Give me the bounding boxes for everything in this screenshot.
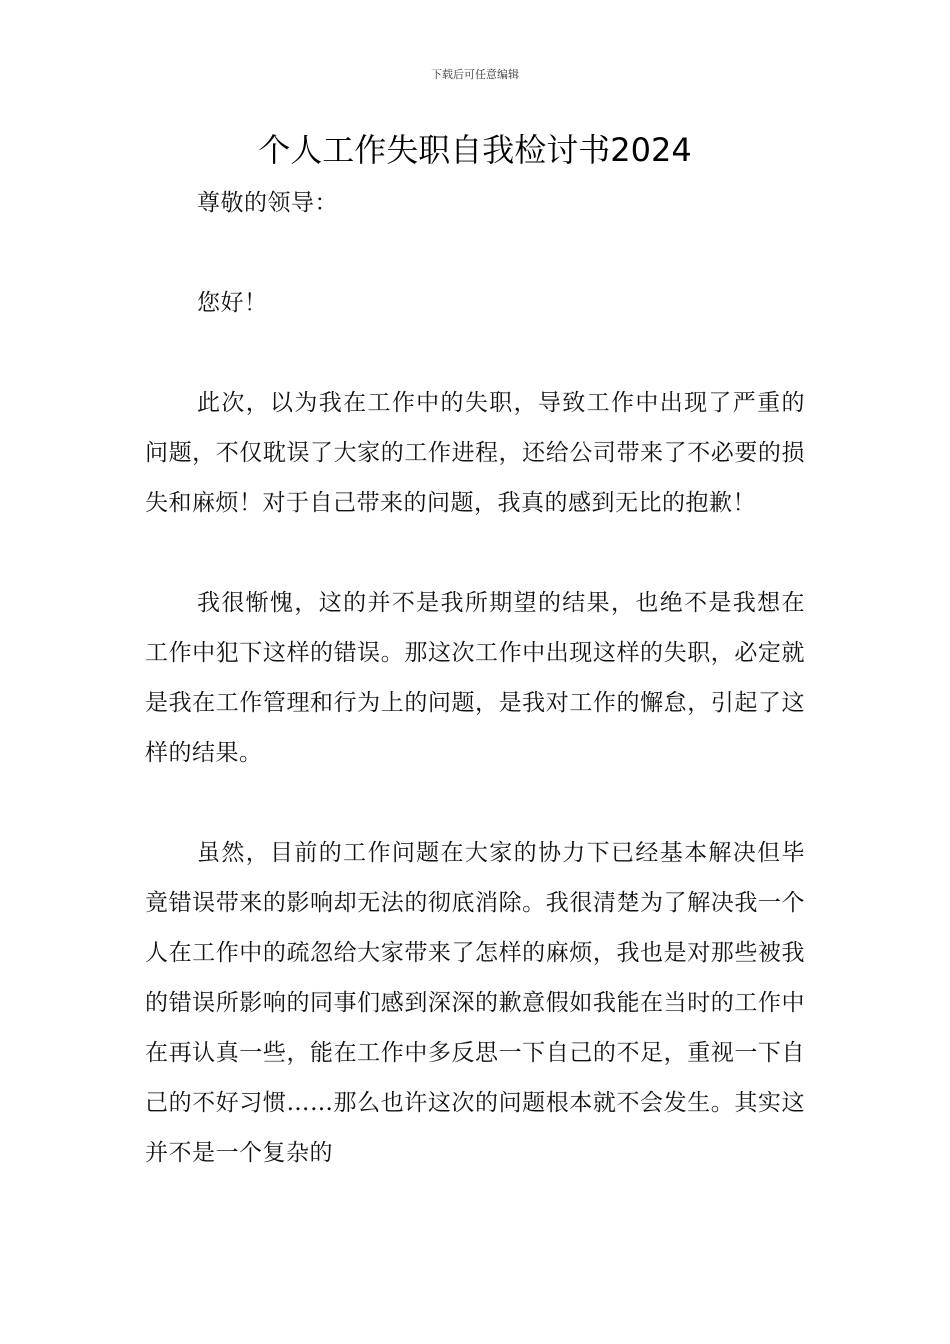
salutation: 尊敬的领导： xyxy=(197,190,338,216)
body-paragraph-3: 虽然，目前的工作问题在大家的协力下已经基本解决但毕竟错误带来的影响却无法的彻底消除。我很清楚为了解决我一个人在工作中的疏忽给大家带来了怎样的麻烦，我也是对那些被我的错误所影响的同事们感到深深的歉意假如我能在当时的工作中在再认真一些，能在工作中多反思一下自己的不足，重视一下自己的不好习惯……那么也许这次的问题根本就不会发生。其实这并不是一个复杂的 xyxy=(145,840,805,1166)
document-title: 个人工作失职自我检讨书2024 xyxy=(258,131,692,169)
document-body xyxy=(145,178,805,1178)
greeting: 您好！ xyxy=(197,290,268,316)
header-note: 下载后可任意编辑 xyxy=(431,68,519,81)
paragraph-gap xyxy=(145,528,805,578)
body-paragraph-2: 我很惭愧，这的并不是我所期望的结果，也绝不是我想在工作中犯下这样的错误。那这次工作中出现这样的失职，必定就是我在工作管理和行为上的问题，是我对工作的懈怠，引起了这样的结果。 xyxy=(145,590,805,766)
paragraph-gap xyxy=(145,228,805,278)
paragraph-gap xyxy=(145,328,805,378)
body-paragraph-1: 此次，以为我在工作中的失职，导致工作中出现了严重的问题，不仅耽误了大家的工作进程，还给公司带来了不必要的损失和麻烦！对于自己带来的问题，我真的感到无比的抱歉！ xyxy=(145,390,805,516)
paragraph-gap xyxy=(145,778,805,828)
